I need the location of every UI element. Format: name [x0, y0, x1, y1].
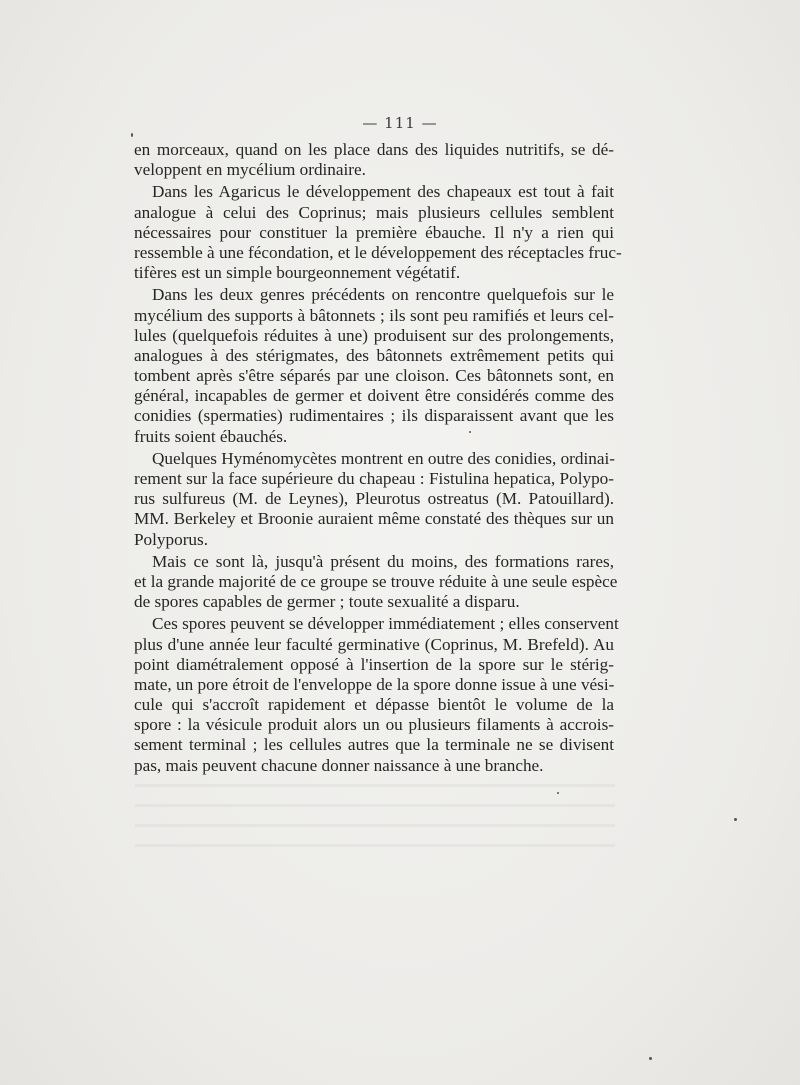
text-line: spore : la vésicule produit alors un ou plusieurs filaments à accrois- — [134, 715, 614, 735]
text-line: Polyporus. — [134, 529, 209, 549]
text-line: cule qui s'accroît rapidement et dépasse bientôt le volume de la — [134, 695, 614, 715]
text-line: en morceaux, quand on les place dans des liquides nutritifs, se dé- — [134, 140, 614, 159]
text-line: pas, mais peuvent chacune donner naissance à une branche. — [134, 755, 544, 775]
text-line: rement sur la face supérieure du chapeau : Fistulina hepatica, Polypo- — [134, 469, 614, 488]
text-line: nécessaires pour constituer la première ébauche. Il n'y a rien qui — [134, 222, 614, 242]
speck — [557, 792, 559, 794]
text-line: conidies (spermaties) rudimentaires ; ils disparaissent avant que les — [134, 406, 614, 426]
text-line: MM. Berkeley et Broonie auraient même constaté des thèques sur un — [134, 509, 614, 529]
text-line: analogue à celui des Coprinus; mais plusieurs cellules semblent — [134, 202, 614, 222]
text-line: fruits soient ébauchés. — [134, 426, 288, 446]
text-line: mycélium des supports à bâtonnets ; ils sont peu ramifiés et leurs cel- — [134, 305, 614, 325]
text-line: général, incapables de germer et doivent être considérés comme des — [134, 386, 614, 406]
speck — [131, 133, 133, 137]
bleed-through — [135, 772, 615, 852]
text-line: point diamétralement opposé à l'insertion de la spore sur le stérig- — [134, 654, 614, 674]
text-line: lules (quelquefois réduites à une) produisent sur des prolongements, — [134, 325, 614, 345]
text-line: Dans les deux genres précédents on rencontre quelquefois sur le — [152, 285, 614, 305]
text-line: plus d'une année leur faculté germinative (Coprinus, M. Brefeld). Au — [134, 634, 614, 654]
speck — [469, 431, 471, 433]
text-line: sement terminal ; les cellules autres que la terminale ne se divisent — [134, 735, 614, 755]
page-number: — 111 — — [362, 114, 438, 132]
text-line: Dans les Agaricus le développement des chapeaux est tout à fait — [152, 182, 614, 202]
text-line: tombent après s'être séparés par une cloison. Ces bâtonnets sont, en — [134, 366, 614, 386]
text-line: analogues à des stérigmates, des bâtonnets extrêmement petits qui — [134, 345, 614, 365]
speck — [734, 818, 737, 821]
text-line: veloppent en mycélium ordinaire. — [134, 160, 366, 180]
text-line: Quelques Hyménomycètes montrent en outre des conidies, ordinai- — [152, 448, 615, 468]
text-line: ressemble à une fécondation, et le développement des réceptacles fruc- — [134, 242, 622, 262]
text-line: tifères est un simple bourgeonnement végétatif. — [134, 263, 461, 283]
text-line: Mais ce sont là, jusqu'à présent du moins, des formations rares, — [152, 551, 614, 571]
body-text — [134, 140, 622, 776]
speck — [649, 1057, 652, 1060]
text-line: mate, un pore étroit de l'enveloppe de la spore donne issue à une vési- — [134, 674, 615, 694]
text-line: Ces spores peuvent se développer immédiatement ; elles conservent — [152, 614, 619, 634]
text-line: de spores capables de germer ; toute sexualité a disparu. — [134, 592, 520, 612]
text-line: rus sulfureus (M. de Leynes), Pleurotus ostreatus (M. Patouillard). — [134, 489, 614, 509]
text-line: et la grande majorité de ce groupe se trouve réduite à une seule espèce — [134, 571, 618, 591]
